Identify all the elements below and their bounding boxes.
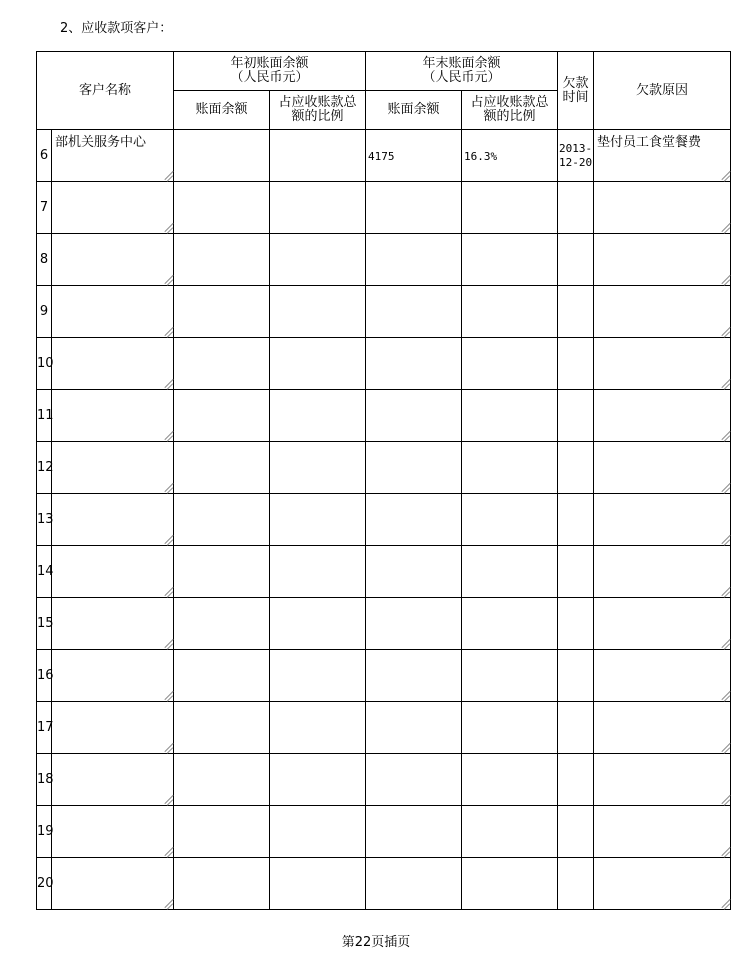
arrears-date-cell	[558, 754, 594, 806]
resize-handle-icon[interactable]	[722, 277, 728, 283]
table-row	[37, 546, 731, 598]
arrears-reason-field[interactable]	[594, 182, 731, 234]
header-end-ratio: 占应收账款总 额的比例	[462, 91, 558, 130]
header-arrears-time: 欠款 时间	[558, 52, 594, 130]
end-balance-cell	[366, 390, 462, 442]
row-number: 20	[37, 858, 52, 910]
end-ratio-cell	[462, 234, 558, 286]
row-number: 7	[37, 182, 52, 234]
resize-handle-icon[interactable]	[722, 641, 728, 647]
arrears-reason-field[interactable]	[594, 234, 731, 286]
begin-ratio-cell	[270, 858, 366, 910]
begin-ratio-cell	[270, 182, 366, 234]
arrears-date-cell	[558, 234, 594, 286]
arrears-reason-field[interactable]	[594, 858, 731, 910]
resize-handle-icon[interactable]	[165, 901, 171, 907]
arrears-date-cell	[558, 702, 594, 754]
begin-balance-cell	[174, 442, 270, 494]
arrears-reason-field[interactable]	[594, 546, 731, 598]
header-begin-balance-group: 年初账面余额 （人民币元）	[174, 52, 366, 91]
end-balance-cell	[366, 338, 462, 390]
row-number: 17	[37, 702, 52, 754]
resize-handle-icon[interactable]	[165, 849, 171, 855]
arrears-date-cell: 2013- 12-20	[558, 130, 594, 182]
header-begin-balance: 账面余额	[174, 91, 270, 130]
header-customer-name: 客户名称	[37, 52, 174, 130]
begin-ratio-cell	[270, 390, 366, 442]
header-begin-ratio: 占应收账款总 额的比例	[270, 91, 366, 130]
section-title: 2、应收款项客户：	[60, 21, 173, 36]
resize-handle-icon[interactable]	[165, 329, 171, 335]
begin-balance-cell	[174, 858, 270, 910]
resize-handle-icon[interactable]	[165, 173, 171, 179]
end-ratio-cell	[462, 858, 558, 910]
end-ratio-cell	[462, 286, 558, 338]
resize-handle-icon[interactable]	[165, 485, 171, 491]
end-ratio-cell: 16.3%	[462, 130, 558, 182]
header-arrears-reason: 欠款原因	[594, 52, 731, 130]
customer-name-field[interactable]	[52, 546, 174, 598]
begin-ratio-cell	[270, 754, 366, 806]
begin-ratio-cell	[270, 650, 366, 702]
begin-ratio-cell	[270, 286, 366, 338]
table-row	[37, 754, 731, 806]
customer-name-field[interactable]	[52, 494, 174, 546]
customer-name-field[interactable]	[52, 598, 174, 650]
end-balance-cell	[366, 858, 462, 910]
begin-balance-cell	[174, 234, 270, 286]
table-row	[37, 286, 731, 338]
arrears-reason-field[interactable]	[594, 390, 731, 442]
end-ratio-cell	[462, 442, 558, 494]
header-end-balance-group: 年末账面余额 （人民币元）	[366, 52, 558, 91]
arrears-date-cell	[558, 338, 594, 390]
arrears-date-cell	[558, 598, 594, 650]
end-balance-cell	[366, 598, 462, 650]
end-ratio-cell	[462, 494, 558, 546]
resize-handle-icon[interactable]	[722, 745, 728, 751]
begin-balance-cell	[174, 754, 270, 806]
begin-balance-cell	[174, 702, 270, 754]
end-balance-cell	[366, 442, 462, 494]
begin-ratio-cell	[270, 338, 366, 390]
row-number: 6	[37, 130, 52, 182]
customer-name-field[interactable]	[52, 442, 174, 494]
customer-name-field[interactable]	[52, 286, 174, 338]
row-number: 8	[37, 234, 52, 286]
arrears-reason-field[interactable]	[594, 598, 731, 650]
begin-ratio-cell	[270, 598, 366, 650]
arrears-date-cell	[558, 806, 594, 858]
begin-balance-cell	[174, 806, 270, 858]
resize-handle-icon[interactable]	[722, 589, 728, 595]
resize-handle-icon[interactable]	[165, 589, 171, 595]
begin-balance-cell	[174, 494, 270, 546]
table-row	[37, 234, 731, 286]
resize-handle-icon[interactable]	[722, 173, 728, 179]
resize-handle-icon[interactable]	[165, 641, 171, 647]
row-number: 11	[37, 390, 52, 442]
table-row	[37, 806, 731, 858]
end-balance-cell	[366, 286, 462, 338]
begin-balance-cell	[174, 286, 270, 338]
customer-name-field[interactable]	[52, 390, 174, 442]
end-ratio-cell	[462, 806, 558, 858]
table-row	[37, 130, 731, 182]
arrears-reason-field[interactable]	[594, 650, 731, 702]
resize-handle-icon[interactable]	[722, 485, 728, 491]
arrears-date-cell	[558, 494, 594, 546]
customer-name-field[interactable]: 部机关服务中心	[52, 130, 174, 182]
begin-balance-cell	[174, 130, 270, 182]
arrears-reason-field[interactable]	[594, 754, 731, 806]
customer-name-field[interactable]	[52, 754, 174, 806]
resize-handle-icon[interactable]	[165, 797, 171, 803]
begin-balance-cell	[174, 598, 270, 650]
resize-handle-icon[interactable]	[165, 537, 171, 543]
end-balance-cell	[366, 182, 462, 234]
receivables-table	[36, 51, 731, 910]
begin-ratio-cell	[270, 442, 366, 494]
end-balance-cell	[366, 702, 462, 754]
end-ratio-cell	[462, 754, 558, 806]
table-row	[37, 702, 731, 754]
row-number: 12	[37, 442, 52, 494]
arrears-date-cell	[558, 858, 594, 910]
table-row	[37, 338, 731, 390]
resize-handle-icon[interactable]	[165, 225, 171, 231]
table-row	[37, 182, 731, 234]
begin-balance-cell	[174, 182, 270, 234]
end-balance-cell	[366, 494, 462, 546]
row-number: 18	[37, 754, 52, 806]
header-end-balance: 账面余额	[366, 91, 462, 130]
end-balance-cell	[366, 650, 462, 702]
end-ratio-cell	[462, 182, 558, 234]
end-ratio-cell	[462, 702, 558, 754]
customer-name-field[interactable]	[52, 338, 174, 390]
arrears-date-cell	[558, 390, 594, 442]
end-ratio-cell	[462, 390, 558, 442]
begin-ratio-cell	[270, 494, 366, 546]
customer-name-field[interactable]	[52, 234, 174, 286]
begin-balance-cell	[174, 338, 270, 390]
end-balance-cell	[366, 546, 462, 598]
end-ratio-cell	[462, 650, 558, 702]
table-row	[37, 494, 731, 546]
arrears-date-cell	[558, 182, 594, 234]
begin-ratio-cell	[270, 234, 366, 286]
resize-handle-icon[interactable]	[722, 797, 728, 803]
table-row	[37, 650, 731, 702]
resize-handle-icon[interactable]	[165, 381, 171, 387]
end-ratio-cell	[462, 598, 558, 650]
customer-name-field[interactable]	[52, 806, 174, 858]
resize-handle-icon[interactable]	[722, 849, 728, 855]
begin-ratio-cell	[270, 546, 366, 598]
customer-name-field[interactable]	[52, 858, 174, 910]
resize-handle-icon[interactable]	[165, 277, 171, 283]
table-row	[37, 390, 731, 442]
end-ratio-cell	[462, 338, 558, 390]
resize-handle-icon[interactable]	[165, 433, 171, 439]
begin-balance-cell	[174, 390, 270, 442]
row-number: 10	[37, 338, 52, 390]
arrears-reason-field[interactable]	[594, 338, 731, 390]
resize-handle-icon[interactable]	[722, 693, 728, 699]
resize-handle-icon[interactable]	[722, 225, 728, 231]
row-number: 19	[37, 806, 52, 858]
row-number: 16	[37, 650, 52, 702]
customer-name-field[interactable]	[52, 702, 174, 754]
resize-handle-icon[interactable]	[722, 329, 728, 335]
row-number: 14	[37, 546, 52, 598]
arrears-reason-field[interactable]	[594, 286, 731, 338]
resize-handle-icon[interactable]	[165, 693, 171, 699]
end-balance-cell: 4175	[366, 130, 462, 182]
row-number: 13	[37, 494, 52, 546]
arrears-reason-field[interactable]: 垫付员工食堂餐费	[594, 130, 731, 182]
resize-handle-icon[interactable]	[165, 745, 171, 751]
begin-balance-cell	[174, 650, 270, 702]
customer-name-field[interactable]	[52, 650, 174, 702]
end-balance-cell	[366, 806, 462, 858]
table-row	[37, 598, 731, 650]
begin-ratio-cell	[270, 130, 366, 182]
begin-balance-cell	[174, 546, 270, 598]
row-number: 15	[37, 598, 52, 650]
resize-handle-icon[interactable]	[722, 901, 728, 907]
resize-handle-icon[interactable]	[722, 537, 728, 543]
page-footer: 第22页插页	[341, 935, 411, 950]
row-number: 9	[37, 286, 52, 338]
arrears-reason-field[interactable]	[594, 806, 731, 858]
arrears-date-cell	[558, 442, 594, 494]
begin-ratio-cell	[270, 806, 366, 858]
table-row	[37, 858, 731, 910]
table-row	[37, 442, 731, 494]
end-ratio-cell	[462, 546, 558, 598]
end-balance-cell	[366, 234, 462, 286]
resize-handle-icon[interactable]	[722, 433, 728, 439]
end-balance-cell	[366, 754, 462, 806]
arrears-date-cell	[558, 650, 594, 702]
arrears-reason-field[interactable]	[594, 702, 731, 754]
customer-name-field[interactable]	[52, 182, 174, 234]
arrears-date-cell	[558, 546, 594, 598]
begin-ratio-cell	[270, 702, 366, 754]
arrears-reason-field[interactable]	[594, 442, 731, 494]
arrears-date-cell	[558, 286, 594, 338]
arrears-reason-field[interactable]	[594, 494, 731, 546]
resize-handle-icon[interactable]	[722, 381, 728, 387]
